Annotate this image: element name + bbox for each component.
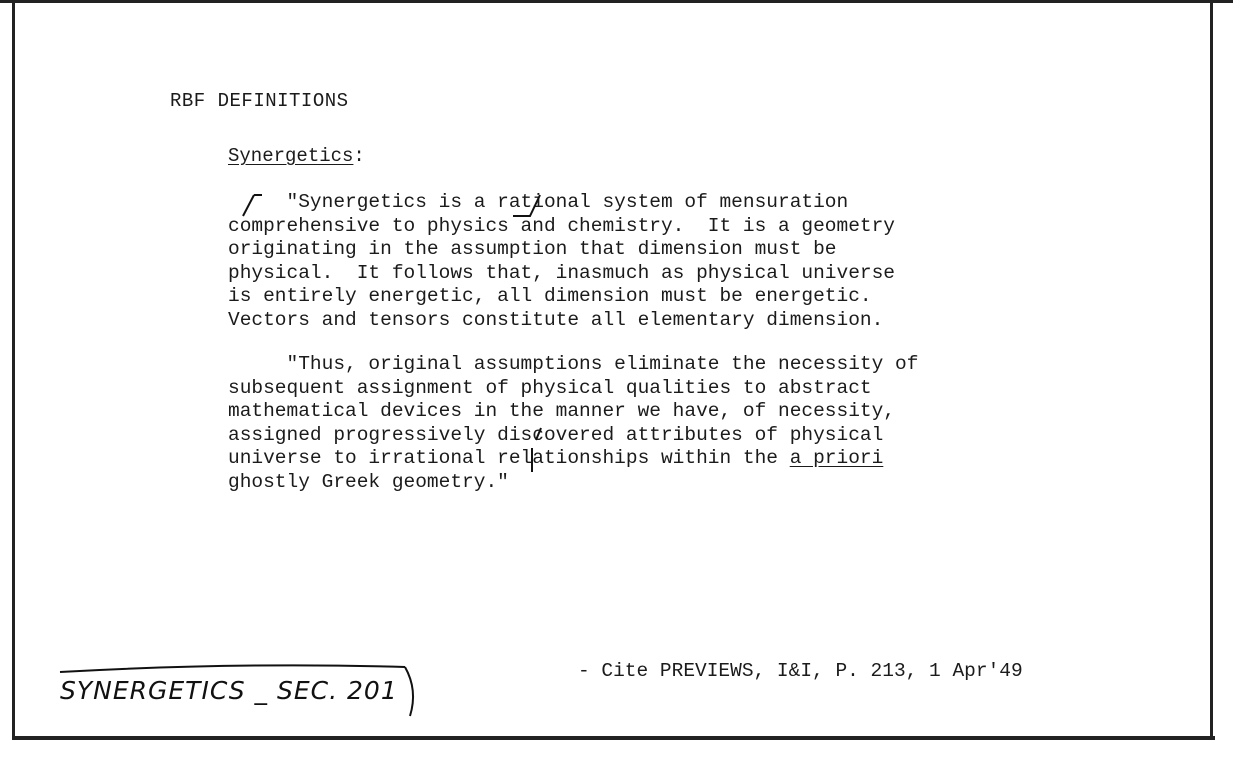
handwritten-section-note: SYNERGETICS _ SEC. 201 [60,676,398,705]
definition-paragraph-2 [228,353,918,494]
para2-line: subsequent assignment of physical qualities to abstract [228,376,872,399]
para1-line: "Synergetics is a rational system of mensuration [228,191,849,213]
document-heading: RBF DEFINITIONS [170,90,349,112]
para2-line: assigned progressively discovered attributes of physical [228,423,884,446]
para2-line5-prefix: universe to irrational relationships within the [228,447,790,469]
para2-line [228,447,918,471]
definition-paragraph-1 [228,191,895,332]
para1-line: comprehensive to physics and chemistry. It is a geometry [228,214,896,237]
para1-line: physical. It follows that, inasmuch as physical universe [228,261,896,284]
card-border-top [0,0,1233,3]
para2-line: mathematical devices in the manner we have, of necessity, [228,400,896,422]
para2-line: ghostly Greek geometry." [228,470,509,493]
handwritten-bracket-curve [405,667,413,716]
para1-line: Vectors and tensors constitute all elementary dimension. [228,308,884,331]
term-colon: : [353,145,365,167]
term-word: Synergetics [228,145,354,167]
handwritten-overline [60,665,405,672]
card-border-right [1210,0,1213,738]
para1-line: originating in the assumption that dimension must be [228,238,837,260]
term-title [228,145,365,167]
para1-line: is entirely energetic, all dimension must be energetic. [228,285,872,307]
a-priori-underlined: a priori [789,447,884,469]
para2-line: "Thus, original assumptions eliminate the necessity of [228,353,919,375]
card-border-left [12,0,15,738]
card-border-bottom [12,736,1215,740]
citation: - Cite PREVIEWS, I&I, P. 213, 1 Apr'49 [578,660,1023,682]
